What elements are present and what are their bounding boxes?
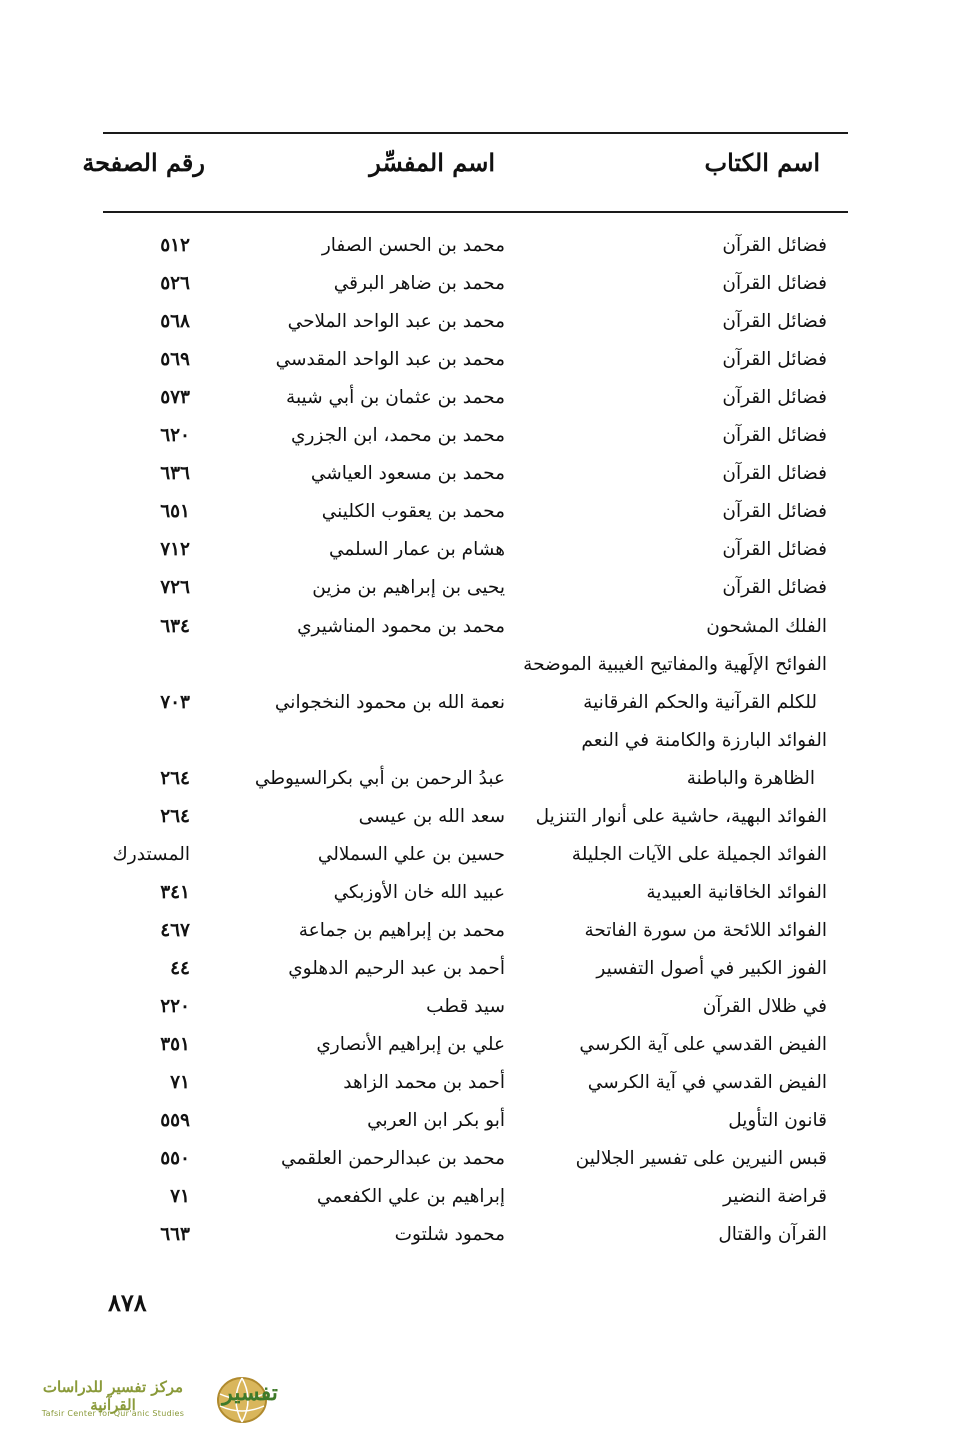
book-title: قبس النيرين على تفسير الجلالين — [575, 1148, 827, 1170]
book-title: فضائل القرآن — [722, 425, 827, 447]
author-name: حسين بن علي السملالي — [317, 843, 505, 865]
table-row — [0, 493, 975, 531]
table-row — [0, 760, 975, 798]
table-row — [0, 455, 975, 493]
author-name: سيد قطب — [426, 996, 505, 1017]
author-name: محمد بن الحسن الصفار — [321, 235, 505, 256]
book-title: الفوائح الإلَهية والمفاتيح الغيبية الموضحة — [523, 653, 827, 675]
book-title: فضائل القرآن — [722, 311, 827, 333]
book-title: للكلم القرآنية والحكم الفرقانية — [583, 691, 817, 713]
page-reference: ٣٥١ — [160, 1034, 190, 1056]
table-row — [0, 227, 975, 265]
table-row — [0, 341, 975, 379]
author-name: يحيى بن إبراهيم بن مزين — [312, 577, 505, 599]
page-reference: ٣٤١ — [160, 881, 190, 903]
table-row — [0, 265, 975, 303]
author-name: محمد بن عبدالرحمن العلقمي — [281, 1148, 505, 1170]
table-row — [0, 722, 975, 760]
column-header-author: اسم المفسِّر — [369, 148, 495, 177]
page-reference: ٧١ — [170, 1186, 190, 1208]
page-reference: المستدرك — [112, 843, 190, 865]
author-name: عبيد الله خان الأوزبكي — [333, 881, 505, 903]
book-title: الفوز الكبير في أصول التفسير — [596, 957, 827, 979]
book-title: فضائل القرآن — [722, 463, 827, 485]
table-row — [0, 569, 975, 607]
table-row — [0, 379, 975, 417]
author-name: محمد بن محمد، ابن الجزري — [291, 425, 505, 447]
author-name: نعمة الله بن محمود النخجواني — [274, 691, 505, 713]
page-reference: ٧١٢ — [160, 539, 190, 561]
book-title: الظاهرة والباطنة — [686, 767, 815, 789]
author-name: عبدُ الرحمن بن أبي بكرالسيوطي — [254, 767, 505, 789]
book-title: قانون التأويل — [728, 1110, 827, 1132]
table-row — [0, 874, 975, 912]
table-row — [0, 417, 975, 455]
table-row — [0, 1178, 975, 1216]
table-row — [0, 608, 975, 646]
logo-emblem-text: تفسير — [222, 1380, 278, 1406]
book-title: الفيض القدسي في آية الكرسي — [587, 1072, 827, 1094]
page-number: ٨٧٨ — [108, 1288, 147, 1317]
page-reference: ٥٥٠ — [160, 1148, 190, 1170]
author-name: محمد بن عبد الواحد المقدسي — [275, 349, 505, 371]
page-reference: ٦٢٠ — [160, 425, 190, 447]
page-reference: ٦٦٣ — [160, 1224, 190, 1246]
author-name: أبو بكر ابن العربي — [367, 1110, 505, 1132]
book-title: فضائل القرآن — [722, 349, 827, 371]
book-title: الفلك المشحون — [706, 615, 827, 637]
book-title: الفوائد اللائحة من سورة الفاتحة — [584, 919, 827, 941]
book-title: فضائل القرآن — [722, 235, 827, 256]
author-name: محمد بن محمود المناشيري — [297, 615, 505, 637]
book-title: فضائل القرآن — [722, 273, 827, 295]
author-name: أحمد بن عبد الرحيم الدهلوي — [288, 957, 505, 979]
column-header-page: رقم الصفحة — [82, 148, 205, 177]
page-reference: ٥٢٦ — [160, 273, 190, 295]
author-name: أحمد بن محمد الزاهد — [343, 1072, 505, 1094]
table-row — [0, 798, 975, 836]
page-reference: ٥٧٣ — [160, 387, 190, 409]
column-header-book: اسم الكتاب — [704, 148, 820, 177]
page-reference: ٥١٢ — [160, 235, 190, 256]
table-header-rule — [103, 211, 848, 213]
page-reference: ٦٣٦ — [160, 463, 190, 485]
table-row — [0, 1140, 975, 1178]
book-title: فضائل القرآن — [722, 387, 827, 409]
page-reference: ٤٤ — [170, 957, 190, 979]
table-row — [0, 531, 975, 569]
page-reference: ٢٢٠ — [160, 996, 190, 1017]
table-row — [0, 1026, 975, 1064]
book-title: القرآن والقتال — [718, 1224, 827, 1246]
book-title: الفوائد البهية، حاشية على أنوار التنزيل — [535, 805, 827, 827]
author-name: محمد بن عبد الواحد الملاحي — [287, 311, 505, 333]
book-title: فضائل القرآن — [722, 501, 827, 523]
page-reference: ٢٦٤ — [160, 767, 190, 789]
author-name: محمد بن مسعود العياشي — [310, 463, 505, 485]
table-row — [0, 950, 975, 988]
author-name: محمد بن يعقوب الكليني — [321, 501, 505, 523]
table-row — [0, 1216, 975, 1254]
book-title: الفيض القدسي على آية الكرسي — [579, 1034, 827, 1056]
page-reference: ٢٦٤ — [160, 805, 190, 827]
author-name: محمد بن عثمان بن أبي شيبة — [286, 387, 505, 409]
author-name: محمود شلتوت — [394, 1224, 505, 1246]
book-title: قراضة النضير — [723, 1186, 827, 1208]
book-title: فضائل القرآن — [722, 577, 827, 599]
author-name: إبراهيم بن علي الكفعمي — [316, 1186, 505, 1208]
table-row — [0, 1102, 975, 1140]
author-name: علي بن إبراهيم الأنصاري — [316, 1034, 505, 1056]
page-reference: ٥٥٩ — [160, 1110, 190, 1132]
page-reference: ٦٣٤ — [160, 615, 190, 637]
page-reference: ٧١ — [170, 1072, 190, 1094]
page-reference: ٧٢٦ — [160, 577, 190, 599]
table-row — [0, 646, 975, 684]
book-title: الفوائد الخاقانية العبيدية — [646, 881, 827, 903]
author-name: محمد بن ضاهر البرقي — [333, 273, 505, 295]
table-row — [0, 1064, 975, 1102]
table-row — [0, 836, 975, 874]
table-row — [0, 988, 975, 1026]
book-title: في ظلال القرآن — [702, 996, 827, 1017]
table-top-rule — [103, 132, 848, 134]
page-reference: ٥٦٩ — [160, 349, 190, 371]
page-reference: ٤٦٧ — [160, 919, 190, 941]
page-reference: ٦٥١ — [160, 501, 190, 523]
book-title: فضائل القرآن — [722, 539, 827, 561]
page-reference: ٧٠٣ — [160, 691, 190, 713]
table-row — [0, 912, 975, 950]
author-name: سعد الله بن عيسى — [358, 805, 505, 827]
book-title: الفوائد الجميلة على الآيات الجليلة — [571, 843, 827, 865]
logo-subtitle: Tafsir Center for Qur'anic Studies — [41, 1409, 185, 1418]
author-name: هشام بن عمار السلمي — [328, 539, 505, 561]
book-title: الفوائد البارزة والكامنة في النعم — [581, 729, 827, 751]
table-row — [0, 684, 975, 722]
table-row — [0, 303, 975, 341]
page-reference: ٥٦٨ — [160, 311, 190, 333]
logo-title: مركز تفسير للدراسات القرآنية — [42, 1378, 184, 1414]
author-name: محمد بن إبراهيم بن جماعة — [298, 919, 505, 941]
